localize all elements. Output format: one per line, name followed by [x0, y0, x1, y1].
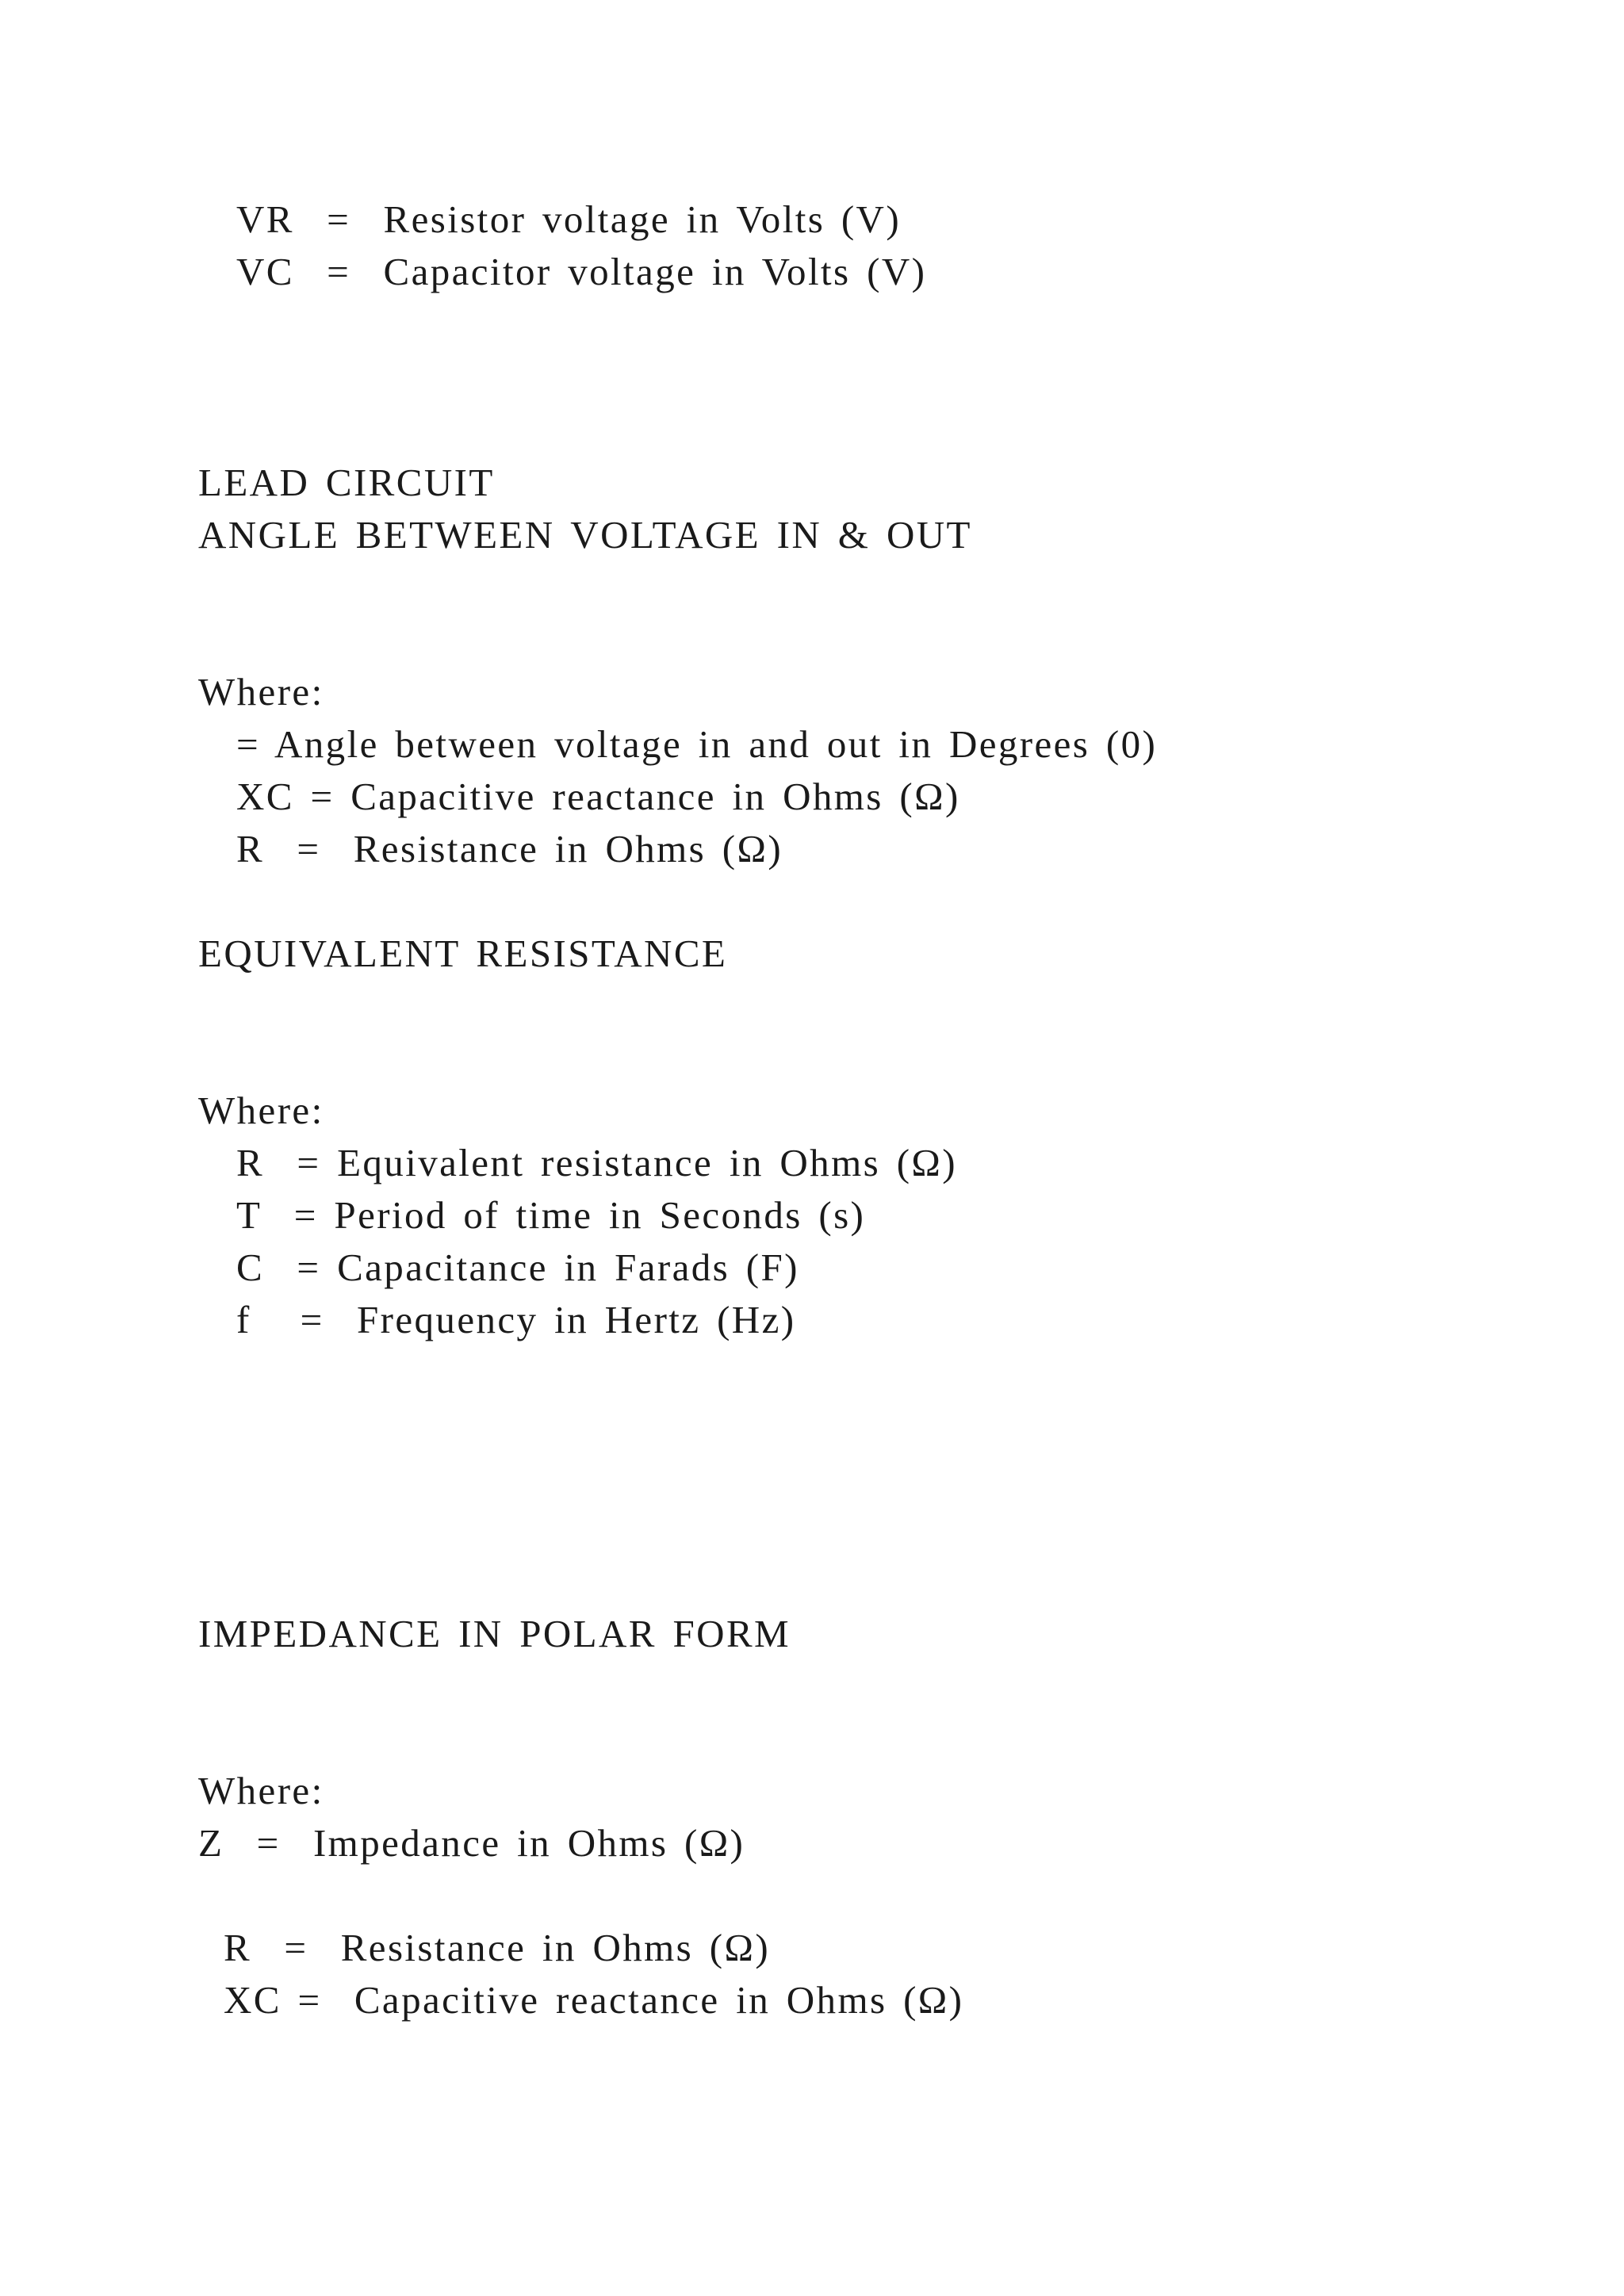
- heading-impedance-polar: IMPEDANCE IN POLAR FORM: [198, 1612, 791, 1655]
- def-angle: = Angle between voltage in and out in Degrees (0): [236, 722, 1158, 766]
- where-label: Where:: [198, 670, 324, 714]
- where-label: Where:: [198, 1769, 324, 1812]
- def-xc: XC = Capacitive reactance in Ohms (Ω): [224, 1978, 964, 2022]
- def-t: T = Period of time in Seconds (s): [236, 1193, 866, 1237]
- where-label: Where:: [198, 1089, 324, 1132]
- def-f: f = Frequency in Hertz (Hz): [236, 1298, 796, 1341]
- heading-angle-between-voltage: ANGLE BETWEEN VOLTAGE IN & OUT: [198, 513, 972, 557]
- def-r: R = Resistance in Ohms (Ω): [224, 1926, 771, 1969]
- heading-equivalent-resistance: EQUIVALENT RESISTANCE: [198, 932, 728, 975]
- def-c: C = Capacitance in Farads (F): [236, 1246, 799, 1289]
- def-vc: VC = Capacitor voltage in Volts (V): [236, 250, 927, 293]
- def-r-equivalent: R = Equivalent resistance in Ohms (Ω): [236, 1141, 957, 1184]
- heading-lead-circuit: LEAD CIRCUIT: [198, 461, 495, 504]
- def-z: Z = Impedance in Ohms (Ω): [198, 1821, 745, 1865]
- def-r: R = Resistance in Ohms (Ω): [236, 827, 783, 871]
- def-xc: XC = Capacitive reactance in Ohms (Ω): [236, 775, 960, 818]
- def-vr: VR = Resistor voltage in Volts (V): [236, 197, 902, 241]
